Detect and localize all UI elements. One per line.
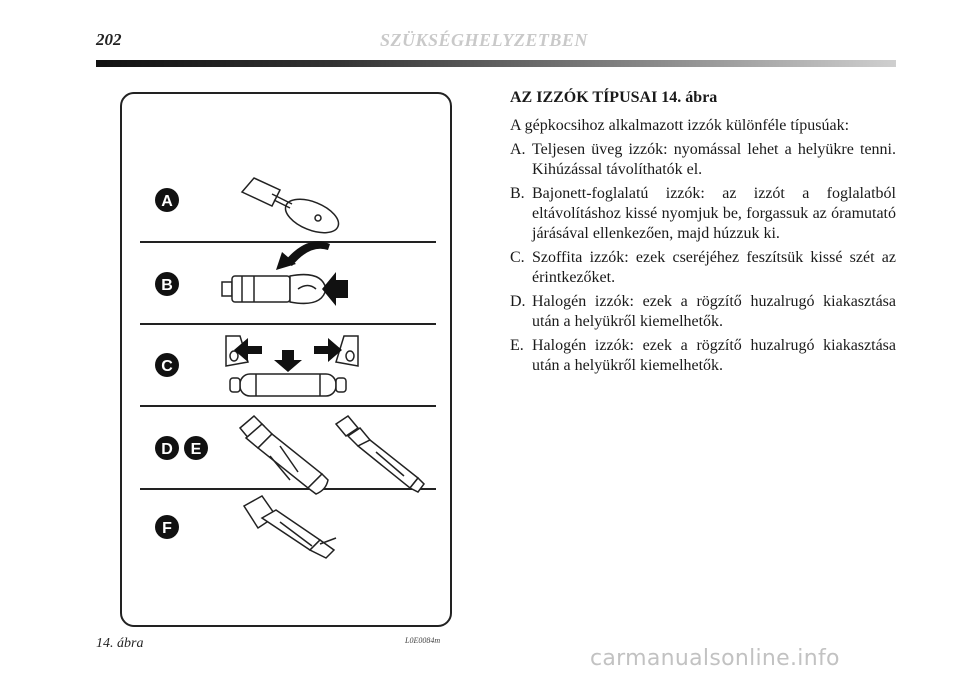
spread-arrows-icon	[234, 338, 342, 372]
label-b: B	[161, 277, 173, 294]
label-d: D	[161, 441, 173, 458]
label-badge-a	[155, 188, 179, 212]
intro-text: A gépkocsihoz alkalmazott izzók különféle típusúak:	[510, 117, 850, 134]
content-column	[510, 88, 896, 380]
label-badge-e	[184, 436, 208, 460]
bulb-f-xenon-icon	[244, 496, 336, 558]
item-letter: A.	[510, 141, 526, 158]
bulb-illustration	[122, 94, 454, 629]
label-a: A	[161, 193, 173, 210]
section-heading: AZ IZZÓK TÍPUSAI 14. ábra	[510, 89, 718, 106]
item-letter: D.	[510, 293, 526, 310]
label-f: F	[162, 520, 172, 537]
figure-caption: 14. ábra	[96, 636, 144, 651]
label-e: E	[190, 441, 202, 458]
push-arrow-icon	[322, 272, 348, 306]
list-item	[510, 292, 896, 332]
label-badge-c	[155, 353, 179, 377]
item-letter: E.	[510, 337, 524, 354]
bulb-d-halogen-icon	[240, 416, 328, 494]
label-badge-d	[155, 436, 179, 460]
item-letter: B.	[510, 185, 525, 202]
figure-frame	[120, 92, 452, 627]
label-badge-f	[155, 515, 179, 539]
bulb-e-halogen-icon	[336, 416, 424, 492]
running-head: SZÜKSÉGHELYZETBEN	[380, 30, 588, 50]
rotate-arrow-icon	[276, 241, 330, 270]
bulb-b-bayonet-icon	[222, 275, 326, 304]
page-number: 202	[96, 30, 122, 49]
list-item	[510, 140, 896, 180]
list-item	[510, 336, 896, 376]
list-item	[510, 248, 896, 288]
item-letter: C.	[510, 249, 525, 266]
item-text: Halogén izzók: ezek a rögzítő huzalrugó kiakasztása után a helyükről kiemelhetők.	[532, 337, 896, 374]
item-text: Szoffita izzók: ezek cseréjéhez feszítsük kissé szét az érintkezőket.	[532, 249, 896, 286]
label-badge-b	[155, 272, 179, 296]
item-text: Teljesen üveg izzók: nyomással lehet a helyükre tenni. Kihúzással távolíthatók el.	[532, 141, 896, 178]
bulb-a-wedge-icon	[242, 178, 343, 239]
item-text: Bajonett-foglalatú izzók: az izzót a foglalatból eltávolításhoz kissé nyomjuk be, forgassuk az óramutató járásával ellenkezően, majd húzzuk ki.	[532, 185, 896, 242]
list-item	[510, 184, 896, 244]
header-rule	[96, 60, 896, 67]
bulb-type-list	[510, 140, 896, 376]
watermark: carmanualsonline.info	[590, 646, 840, 671]
item-text: Halogén izzók: ezek a rögzítő huzalrugó kiakasztása után a helyükről kiemelhetők.	[532, 293, 896, 330]
label-c: C	[161, 358, 173, 375]
figure-code: L0E0084m	[405, 636, 441, 645]
